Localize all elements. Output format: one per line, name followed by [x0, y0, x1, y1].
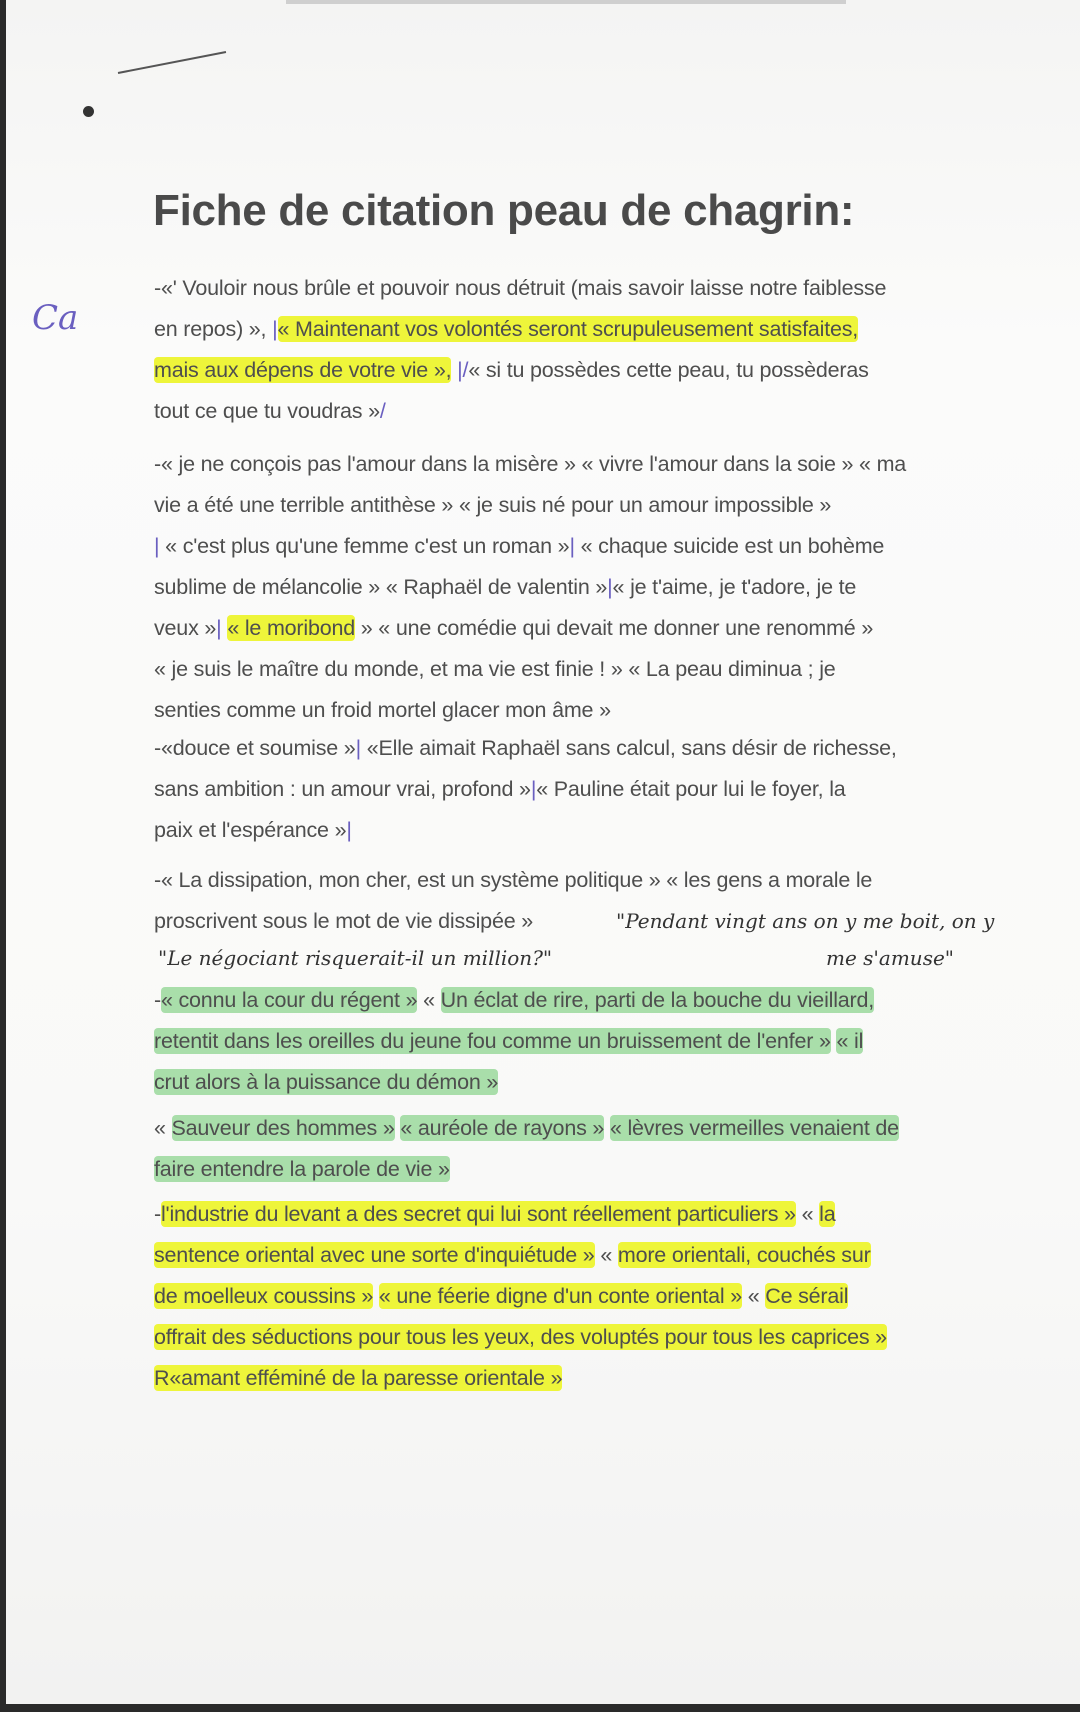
green-highlighted-quote: retentit dans les oreilles du jeune fou comme un bruissement de l'enfer » — [154, 1029, 831, 1053]
yellow-highlighted-quote: R«amant efféminé de la paresse orientale » — [154, 1366, 563, 1390]
pen-mark: | — [216, 616, 228, 640]
text-line — [154, 526, 906, 567]
quote-text: senties comme un froid mortel glacer mon âme » — [154, 698, 611, 722]
quote-paragraph-1 — [154, 268, 886, 432]
quote-text: proscrivent sous le mot de vie dissipée » — [154, 909, 533, 933]
quote-text: veux » — [154, 616, 217, 640]
pen-mark: / — [379, 399, 386, 423]
text-line — [154, 1276, 887, 1317]
text-line — [154, 649, 906, 690]
yellow-highlighted-quote: « Maintenant vos volontés seront scrupuleusement satisfaites, — [277, 317, 859, 341]
text-line — [154, 1194, 887, 1235]
quote-text: - — [154, 988, 161, 1012]
quote-text — [373, 1284, 379, 1308]
text-line — [154, 1235, 887, 1276]
green-highlighted-quote: « il — [836, 1029, 864, 1053]
quote-text: « chaque suicide est un bohème — [574, 534, 885, 558]
text-line — [154, 728, 897, 769]
yellow-highlighted-quote: more orientali, couchés sur — [617, 1243, 871, 1267]
handwritten-note: "Pendant vingt ans on y me boit, on y — [616, 909, 995, 933]
text-line — [154, 860, 872, 901]
yellow-highlighted-quote: sentence oriental avec une sorte d'inquiétude » — [154, 1243, 595, 1267]
green-highlighted-quote: Sauveur des hommes » — [171, 1116, 395, 1140]
pen-mark: | — [530, 777, 537, 801]
scanned-page — [6, 0, 1080, 1704]
text-line — [154, 980, 874, 1021]
quote-paragraph-6 — [154, 1108, 899, 1190]
quote-paragraph-5 — [154, 980, 874, 1103]
yellow-highlighted-quote: « le moribond — [227, 616, 355, 640]
quote-text: « je suis le maître du monde, et ma vie est finie ! » « La peau diminua ; je — [154, 657, 836, 681]
quote-paragraph-2 — [154, 444, 906, 731]
quote-text: « je t'aime, je t'adore, je te — [612, 575, 857, 599]
quote-text: en repos) », — [154, 317, 273, 341]
green-highlighted-quote: « lèvres vermeilles venaient de — [609, 1116, 899, 1140]
text-line — [154, 567, 906, 608]
pen-mark: | — [154, 534, 166, 558]
quote-text: « Pauline était pour lui le foyer, la — [536, 777, 846, 801]
quote-text: sublime de mélancolie » « Raphaël de valentin » — [154, 575, 608, 599]
yellow-highlighted-quote: « une féerie digne d'un conte oriental » — [378, 1284, 742, 1308]
handwritten-note: "Le négociant risquerait-il un million?" — [158, 946, 553, 970]
pen-stroke — [118, 51, 226, 74]
quote-text: » « une comédie qui devait me donner une renommé » — [355, 616, 874, 640]
quote-text: «Elle aimait Raphaël sans calcul, sans désir de richesse, — [360, 736, 897, 760]
text-line — [154, 1317, 887, 1358]
pen-mark: | — [272, 317, 278, 341]
yellow-highlighted-quote: mais aux dépens de votre vie », — [154, 358, 452, 382]
text-line — [154, 350, 886, 391]
ink-dot — [83, 106, 94, 117]
quote-text: « si tu possèdes cette peau, tu possèderas — [468, 358, 869, 382]
quote-text: « — [741, 1284, 766, 1308]
text-line — [154, 391, 886, 432]
text-line — [154, 1021, 874, 1062]
text-line — [154, 690, 906, 731]
text-line — [154, 444, 906, 485]
green-highlighted-quote: « connu la cour du régent » — [160, 988, 418, 1012]
quote-text: « — [154, 1116, 172, 1140]
text-line — [154, 309, 886, 350]
yellow-highlighted-quote: offrait des séductions pour tous les yeux, des voluptés pour tous les caprices » — [154, 1325, 887, 1349]
margin-handwritten-mark: Ca — [32, 298, 79, 338]
text-line — [154, 608, 906, 649]
text-line — [154, 1108, 899, 1149]
text-line — [154, 1358, 887, 1399]
green-highlighted-quote: faire entendre la parole de vie » — [154, 1157, 450, 1181]
pen-mark: | — [346, 818, 352, 842]
quote-text: - — [154, 1202, 161, 1226]
quote-text: sans ambition : un amour vrai, profond » — [154, 777, 531, 801]
quote-text: tout ce que tu voudras » — [154, 399, 380, 423]
yellow-highlighted-quote: la — [819, 1202, 836, 1226]
pen-mark: | — [607, 575, 613, 599]
green-highlighted-quote: crut alors à la puissance du démon » — [154, 1070, 499, 1094]
text-line — [154, 769, 897, 810]
yellow-highlighted-quote: l'industrie du levant a des secret qui lui sont réellement particuliers » — [160, 1202, 796, 1226]
pen-mark: |/ — [451, 358, 469, 382]
quote-paragraph-7 — [154, 1194, 887, 1399]
handwritten-note: me s'amuse" — [826, 946, 954, 970]
yellow-highlighted-quote: Ce sérail — [765, 1284, 849, 1308]
text-line — [154, 485, 906, 526]
quote-text: « c'est plus qu'une femme c'est un roman » — [165, 534, 570, 558]
quote-text: -« La dissipation, mon cher, est un système politique » « les gens a morale le — [154, 868, 873, 892]
quote-text: -«' Vouloir nous brûle et pouvoir nous détruit (mais savoir laisse notre faiblesse — [154, 276, 887, 300]
quote-text: -« je ne conçois pas l'amour dans la misère » « vivre l'amour dans la soie » « ma — [154, 452, 907, 476]
quote-text: « — [417, 988, 441, 1012]
yellow-highlighted-quote: de moelleux coussins » — [154, 1284, 374, 1308]
quote-text: vie a été une terrible antithèse » « je suis né pour un amour impossible » — [154, 493, 832, 517]
text-line — [154, 268, 886, 309]
text-line — [154, 810, 897, 851]
green-highlighted-quote: « auréole de rayons » — [400, 1116, 605, 1140]
quote-text: -«douce et soumise » — [154, 736, 356, 760]
page-edge — [286, 0, 846, 4]
green-highlighted-quote: Un éclat de rire, parti de la bouche du vieillard, — [440, 988, 875, 1012]
pen-mark: | — [355, 736, 361, 760]
page-title: Fiche de citation peau de chagrin: — [153, 186, 855, 235]
quote-paragraph-3 — [154, 728, 897, 851]
text-line — [154, 1062, 874, 1103]
quote-text: « — [594, 1243, 618, 1267]
quote-text: paix et l'espérance » — [154, 818, 347, 842]
quote-text: « — [795, 1202, 820, 1226]
pen-mark: | — [569, 534, 575, 558]
text-line — [154, 1149, 899, 1190]
